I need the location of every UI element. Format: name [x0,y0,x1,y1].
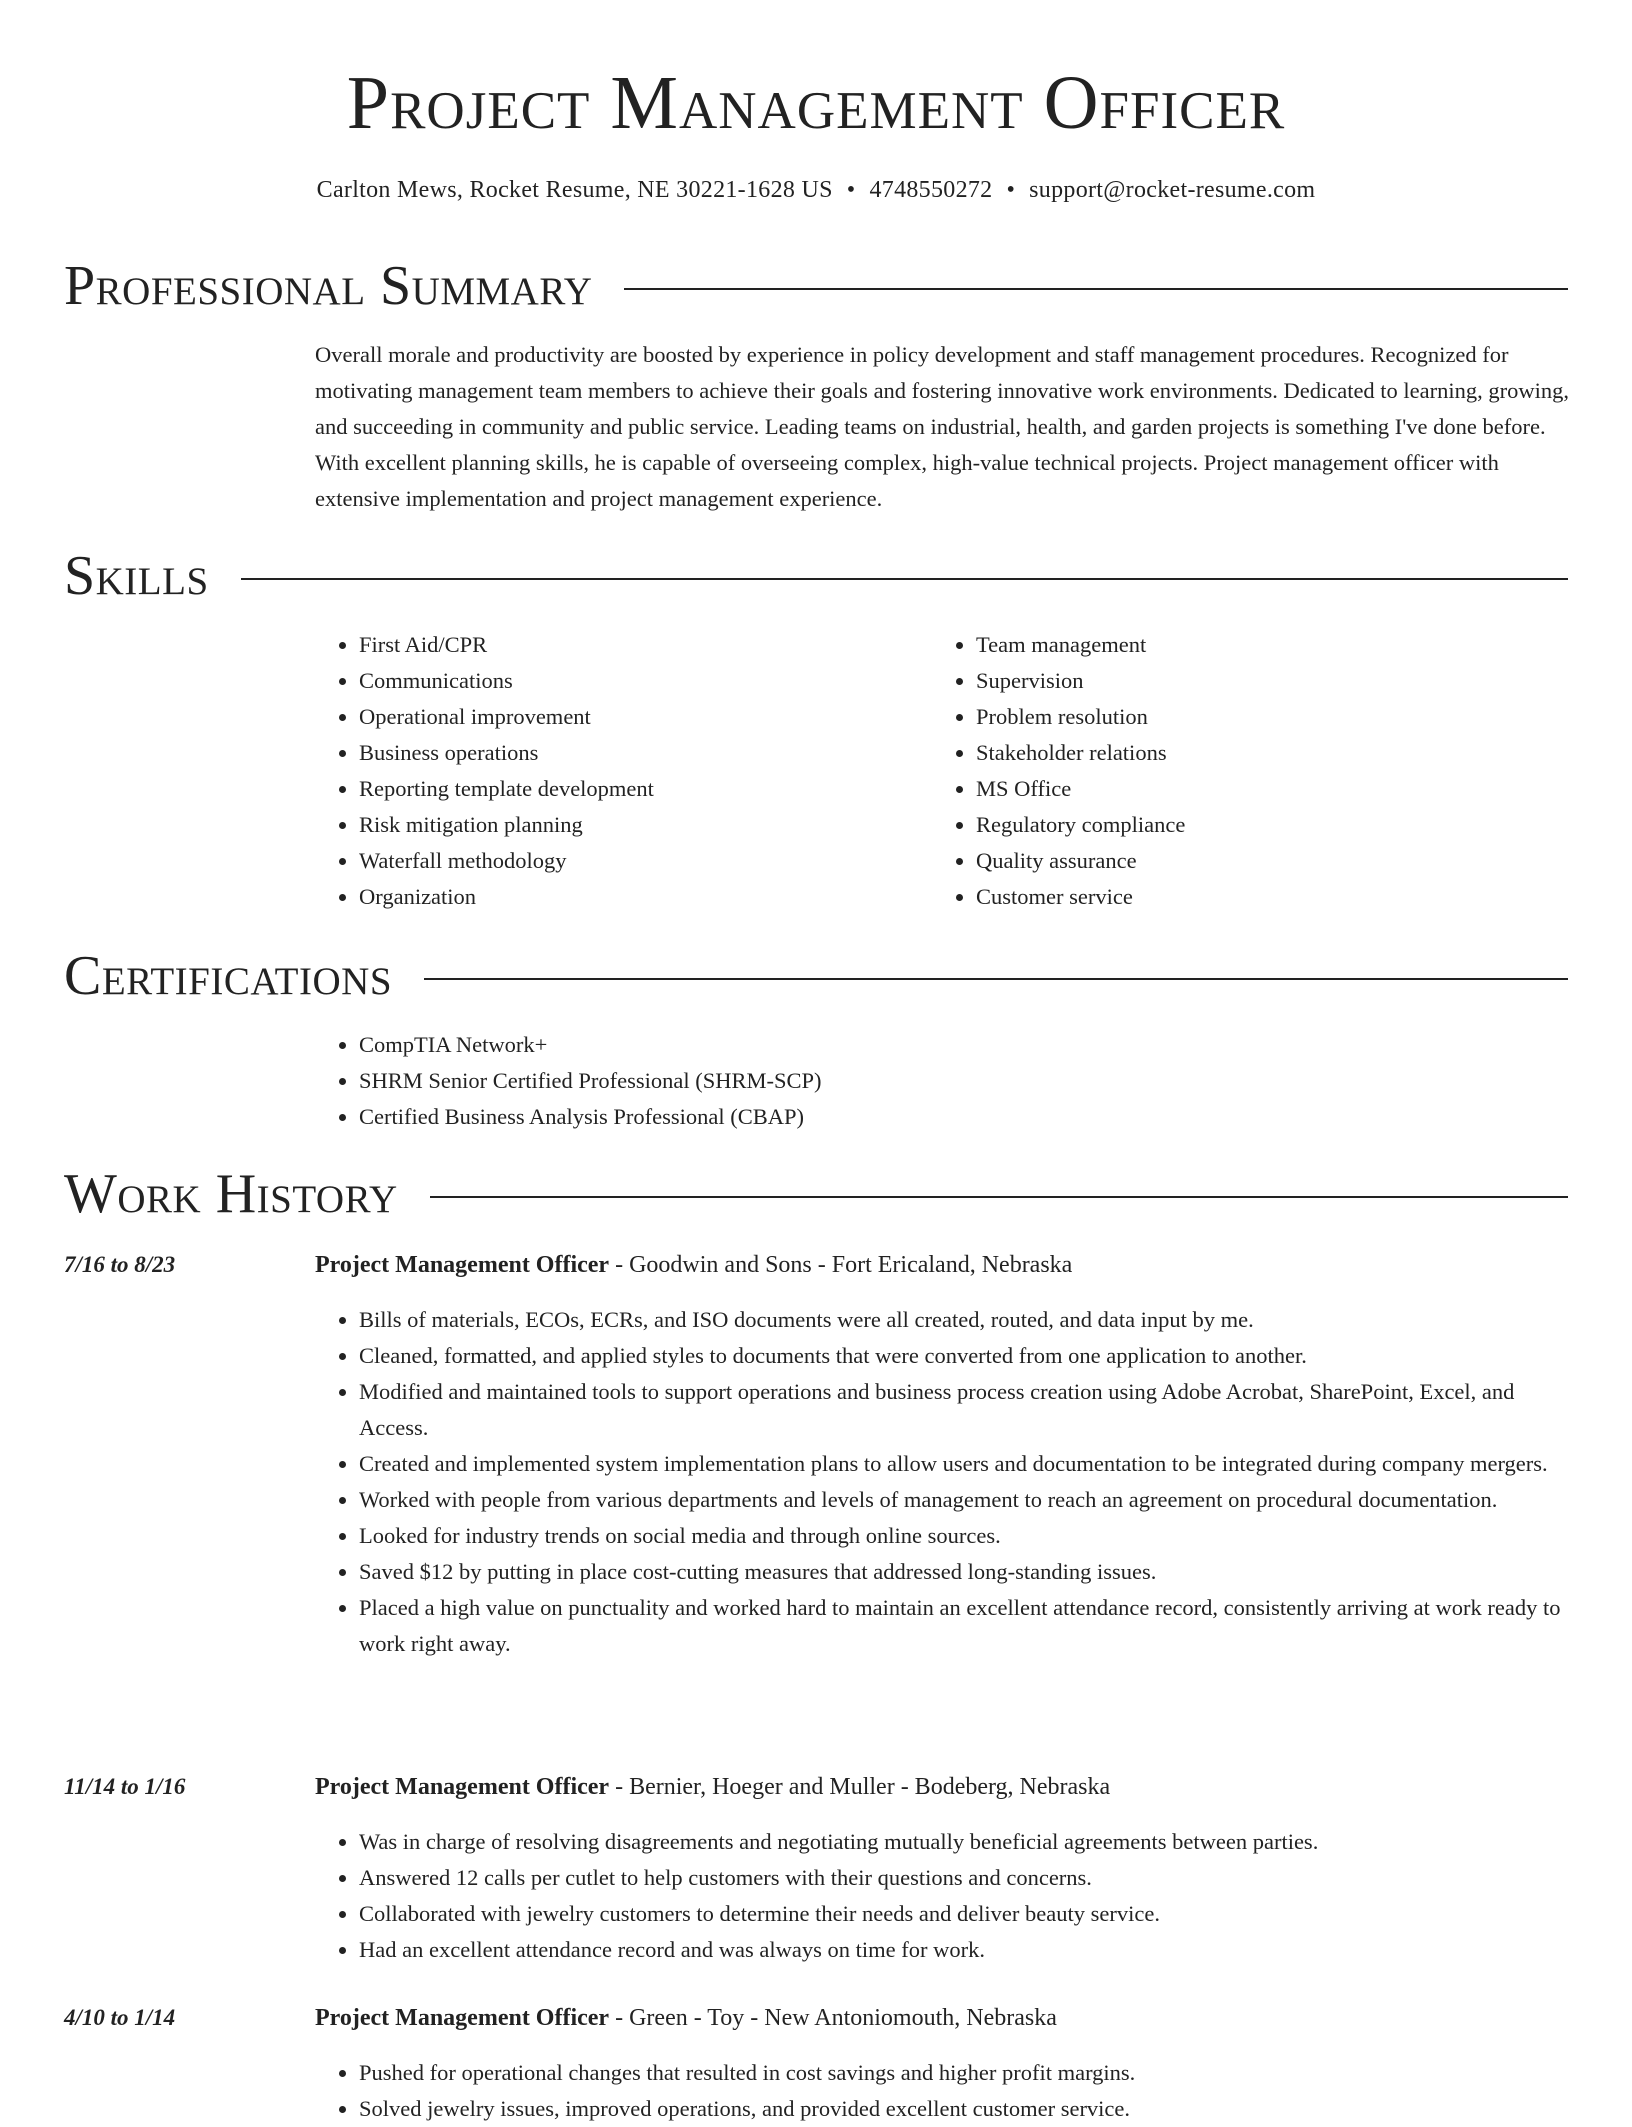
certifications-title: Certifications [64,945,393,1007]
job-bullet: • Saved $12 by putting in place cost-cutting measures that addressed long-standing issues. [359,1554,1572,1590]
job-title-line [315,1247,1572,1283]
contact-separator: • [846,177,856,203]
job-bullet: • Modified and maintained tools to support operations and business process creation using Adobe Acrobat, SharePoint, Excel, and Access. [359,1374,1572,1446]
skill-item: • Regulatory compliance [976,807,1532,843]
job-bullet: • Cleaned, formatted, and applied styles to documents that were converted from one application to another. [359,1338,1572,1374]
skill-item: • Team management [976,627,1532,663]
job-company-location: - Goodwin and Sons - Fort Ericaland, Nebraska [609,1252,1073,1278]
job-dates: 4/10 to 1/14 [64,2005,176,2030]
section-divider [430,1196,1568,1198]
skill-item: • Organization [359,879,915,915]
summary-section-heading [64,254,1568,318]
section-divider [424,978,1568,980]
section-divider [241,578,1568,580]
job-bullet: • Looked for industry trends on social media and through online sources. [359,1518,1572,1554]
job-company-location: - Green - Toy - New Antoniomouth, Nebraska [609,2005,1057,2031]
job-bullet-list [315,2055,1572,2127]
skill-item: • MS Office [976,771,1532,807]
section-divider [624,288,1568,290]
job-title: Project Management Officer [315,1774,610,1800]
job-title-line [315,1769,1572,1805]
job-title-line [315,2000,1572,2036]
skill-item: • First Aid/CPR [359,627,915,663]
job-bullet: • Solved jewelry issues, improved operations, and provided excellent customer service. [359,2091,1572,2127]
job-bullet: • Placed a high value on punctuality and worked hard to maintain an excellent attendance record, consistently arriving at work ready to work right away. [359,1590,1572,1662]
skills-section-heading [64,544,1568,608]
job-bullet: • Had an excellent attendance record and was always on time for work. [359,1932,1572,1968]
job-bullet-list [315,1824,1572,1968]
job-company-location: - Bernier, Hoeger and Muller - Bodeberg, Nebraska [609,1774,1111,1800]
contact-line [0,174,1632,206]
job-title: Project Management Officer [315,1252,610,1278]
job-bullet: • Worked with people from various departments and levels of management to reach an agreement on procedural documentation. [359,1482,1572,1518]
contact-email: support@rocket-resume.com [1029,177,1316,203]
skill-item: • Stakeholder relations [976,735,1532,771]
skill-item: • Risk mitigation planning [359,807,915,843]
summary-title: Professional Summary [64,255,593,317]
certifications-section-heading [64,944,1568,1008]
work-history-section-heading [64,1162,1568,1226]
job-dates: 11/14 to 1/16 [64,1774,186,1799]
skill-item: • Problem resolution [976,699,1532,735]
skill-item: • Waterfall methodology [359,843,915,879]
contact-separator: • [1006,177,1016,203]
job-title: Project Management Officer [315,2005,610,2031]
certifications-list [315,1027,1515,1135]
job-bullet: • Was in charge of resolving disagreements and negotiating mutually beneficial agreements between parties. [359,1824,1572,1860]
job-bullet: • Collaborated with jewelry customers to determine their needs and deliver beauty service. [359,1896,1572,1932]
job-bullet-list [315,1302,1572,1662]
skill-item: • Operational improvement [359,699,915,735]
skill-item: • Reporting template development [359,771,915,807]
skill-item: • Customer service [976,879,1532,915]
contact-address: Carlton Mews, Rocket Resume, NE 30221-1628 US [316,177,833,203]
certification-item: • Certified Business Analysis Professional (CBAP) [359,1099,1515,1135]
certification-item: • SHRM Senior Certified Professional (SHRM-SCP) [359,1063,1515,1099]
work-history-title: Work History [64,1163,398,1225]
job-bullet: • Created and implemented system implementation plans to allow users and documentation to be integrated during company mergers. [359,1446,1572,1482]
job-dates: 7/16 to 8/23 [64,1252,176,1277]
skill-item: • Quality assurance [976,843,1532,879]
skill-item: • Business operations [359,735,915,771]
summary-text: Overall morale and productivity are boosted by experience in policy development and staff management procedures. Recognized for motivating management team members to achieve their goals and fostering innovative work environments. Dedicated to learning, growing, and succeeding in community and public service. Leading teams on industrial, health, and garden projects is something I've done before. With excellent planning skills, he is capable of overseeing complex, high-value technical projects. Project management officer with extensive implementation and project management experience. [315,342,1570,511]
skill-item: • Supervision [976,663,1532,699]
job-bullet: • Pushed for operational changes that resulted in cost savings and higher profit margins. [359,2055,1572,2091]
skills-right-column [932,627,1532,915]
skill-item: • Communications [359,663,915,699]
job-bullet: • Bills of materials, ECOs, ECRs, and ISO documents were all created, routed, and data input by me. [359,1302,1572,1338]
contact-phone: 4748550272 [869,177,993,203]
resume-name: Project Management Officer [346,61,1286,145]
skills-left-column [315,627,915,915]
job-bullet: • Answered 12 calls per cutlet to help customers with their questions and concerns. [359,1860,1572,1896]
skills-title: Skills [64,545,209,607]
certification-item: • CompTIA Network+ [359,1027,1515,1063]
